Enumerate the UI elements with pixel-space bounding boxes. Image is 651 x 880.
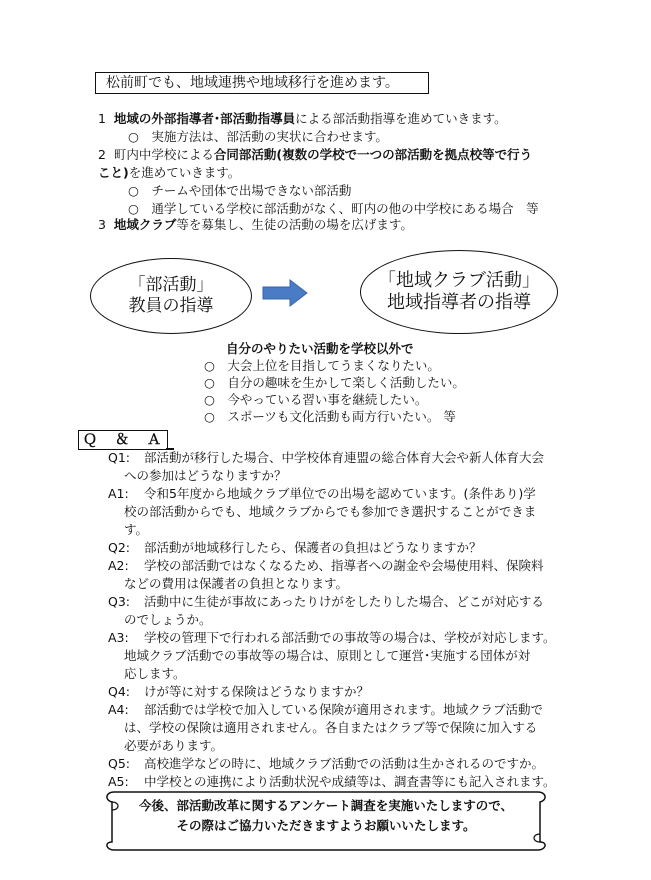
item-number: 1	[98, 111, 106, 126]
item-bold: 地域の外部指導者･部活動指導員	[113, 111, 296, 126]
wish-item: ○ 自分の趣味を生かして楽しく活動したい。	[204, 375, 465, 390]
ellipse-right-line2: 地域指導者の指導	[387, 292, 531, 313]
notice-line1: 今後、部活動改革に関するアンケート調査を実施いたしますので、	[138, 798, 513, 813]
qa-line: 活動中に生徒が事故にあったりけがをしたりした場合、どこが対応する	[144, 594, 544, 609]
qa-label: Q5:	[108, 756, 131, 771]
qa-label: A4:	[108, 702, 129, 717]
qa-line: 応します。	[124, 666, 186, 681]
qa-line: 地域クラブ活動での事故等の場合は、原則として運営･実施する団体が対	[124, 648, 531, 663]
qa-line: 学校の管理下で行われる部活動での事故等の場合は、学校が対応します。	[144, 630, 556, 645]
qa-line: す。	[124, 522, 149, 537]
qa-label: A3:	[108, 630, 129, 645]
qa-label: Q2:	[108, 540, 131, 555]
item-text: 等を募集し、生徒の活動の場を広げます。	[176, 217, 413, 232]
qa-line: 部活動では学校で加入している保険が適用されます。地域クラブ活動で	[144, 702, 544, 717]
qa-line: は、学校の保険は適用されません。各自またはクラブ等で保険に加入する	[124, 720, 538, 735]
notice-text	[100, 796, 552, 836]
qa-line: 高校進学などの時に、地域クラブ活動での活動は生かされるのですか。	[144, 756, 545, 771]
wish-item: ○ 大会上位を目指してうまくなりたい。	[204, 358, 440, 373]
qa-label: Q1:	[108, 450, 131, 465]
intro-item-2-cont	[98, 164, 240, 182]
item-text: を進めていきます。	[128, 165, 241, 180]
qa-label: A1:	[108, 486, 129, 501]
item-bold: 地域クラブ	[113, 217, 177, 232]
qa-line: 部活動が移行した場合、中学校体育連盟の総合体育大会や新人体育大会	[144, 450, 545, 465]
item-bold: 合同部活動(複数の学校で一つの部活動を拠点校等で行う	[213, 147, 533, 162]
headline-box	[95, 72, 429, 94]
intro-subitem: ○ 通学している学校に部活動がなく、町内の他の中学校にある場合 等	[128, 201, 539, 216]
arrow-right-icon	[262, 278, 308, 308]
wish-item: ○ スポーツも文化活動も両方行いたい。 等	[204, 409, 456, 424]
item-bold: こと)	[98, 165, 129, 180]
ellipse-local-club	[360, 250, 558, 334]
qa-line: などの費用は保護者の負担となります。	[124, 576, 349, 591]
qa-line: 校の部活動からでも、地域クラブからでも参加でき選択することができま	[124, 504, 537, 519]
wish-item: ○ 今やっている習い事を継続したい。	[204, 392, 428, 407]
ellipse-left-line2: 教員の指導	[128, 296, 214, 316]
qa-line: 令和5年度から地域クラブ単位での出場を認めています。(条件あり)学	[144, 486, 536, 501]
wishes-title: 自分のやりたい活動を学校以外で	[226, 341, 414, 356]
item-number: 3	[98, 217, 106, 232]
ellipse-right-line1: 「地域クラブ活動」	[378, 269, 540, 291]
qa-line: への参加はどうなりますか？	[124, 468, 287, 483]
qa-heading: Ｑ ＆ Ａ	[78, 430, 168, 450]
ellipse-club-activity	[90, 258, 252, 334]
intro-subitem: ○ 実施方法は、部活動の実状に合わせます。	[128, 129, 388, 144]
qa-line: けが等に対する保険はどうなりますか？	[144, 684, 370, 699]
item-text: による部活動指導を進めていきます。	[295, 111, 507, 126]
qa-line: 中学校との連携により活動状況や成績等は、調査書等にも記入されます。	[144, 774, 556, 789]
intro-item-2	[98, 146, 532, 164]
qa-label: Q3:	[108, 594, 131, 609]
item-text: 町内中学校による	[113, 147, 214, 162]
qa-label: Q4:	[108, 684, 131, 699]
qa-label: A5:	[108, 774, 129, 789]
qa-label: A2:	[108, 558, 129, 573]
headline-text: 松前町でも、地域連携や地域移行を進めます。	[106, 75, 399, 91]
qa-line: 学校の部活動ではなくなるため、指導者への謝金や会場使用料、保険料	[144, 558, 544, 573]
intro-item-3	[98, 216, 413, 234]
notice-line2: その際はご協力いただきますようお願いいたします。	[176, 818, 476, 833]
intro-item-1	[98, 110, 507, 128]
intro-subitem: ○ チームや団体で出場できない部活動	[128, 183, 352, 198]
qa-line: のでしょうか。	[124, 612, 212, 627]
ellipse-left-line1: 「部活動」	[128, 274, 214, 295]
qa-line: 必要があります。	[124, 738, 224, 753]
item-number: 2	[98, 147, 106, 162]
qa-line: 部活動が地域移行したら、保護者の負担はどうなりますか？	[144, 540, 482, 555]
